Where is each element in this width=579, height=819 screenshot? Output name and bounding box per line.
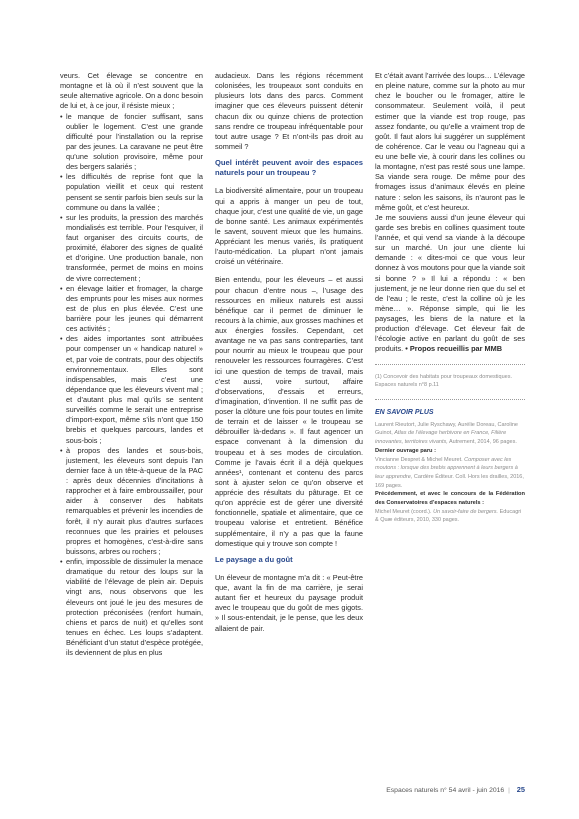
list-item: • enfin, impossible de dissimuler la menace dramatique du retour des loups sur la viabilité de l’élevage de plein air. Depuis vingt ans, nous observons que les éleveurs ont joué le jeu des mesures de protection préconisées (renfort humain, chiens et parcs de nuit) et qu’elles sont tenues en échec. Les loups s’adaptent. Bénéficiant d’un statut d’espèce protégée, ils deviennent de plus en plus [60,557,203,658]
reference-heading: Dernier ouvrage paru : [375,447,436,454]
paragraph: audacieux. Dans les régions récemment colonisées, les troupeaux sont conduits en plusieurs lots dans des parcs. Comment imaginer que ces éleveurs puissent détenir chacun dix ou quinze chiens de protection sans rendre ce troupeau infréquentable pour tout autre usage ? Et n’ont-ils pas droit au sommeil ? [215,71,363,151]
signature-bullet: • [405,344,408,354]
section-heading: Quel intérêt peuvent avoir des espaces naturels pour un troupeau ? [215,158,363,178]
reference-title: Un savoir-faire de bergers. [433,508,499,515]
divider [375,399,525,400]
paragraph-gap [215,267,363,275]
footnote: (1) Concevoir des habitats pour troupeaux domestiques. Espaces naturels n°8 p.11 [375,373,512,389]
reference-authors: Michel Meuret (coord.). [375,508,432,515]
reference-title: Atlas de l’élevage herbivore en France, Filière innovantes, territoires vivants, [375,430,507,446]
page-footer [375,785,525,794]
list-item: • les difficultés de reprise font que la population vieillit et ceux qui restent pensent se sentir parfois bien seuls sur la commune ou dans la vallée ; [60,172,203,213]
paragraph: La biodiversité alimentaire, pour un troupeau qui a appris à manger un peu de tout, chaque jour, c’est une qualité de vie, un gage de bonne santé. Les animaux expérimentés le savent, souvent mieux que les humains. Appréciant les menus variés, ils pratiquent l’auto-médication. La plupart n’ont jamais croisé un vétérinaire. [215,186,363,267]
box-title: EN SAVOIR PLUS [375,408,434,416]
publication-info: Espaces naturels n° 54 avril - juin 2016 [386,787,505,794]
reference-publisher: Cardère Éditeur. Coll. Hors les drailles, 2016, 169 pages. [375,473,524,489]
reference-heading: Précédemment, et avec le concours de la Fédération des Conservatoires d’espaces naturels : [375,491,525,507]
reference-authors: Vincianne Despret & Michel Meuret. [375,456,463,463]
list-item: • le manque de foncier suffisant, sans oublier le logement. C’est une grande difficulté pour l’installation ou la reprise par des jeunes. La caravane ne peut être qu’une solution provisoire, même pour des bergers salariés ; [60,112,203,173]
paragraph: Bien entendu, pour les éleveurs – et aussi pour chacun d’entre nous –, l’usage des ressources en milieux naturels est aussi bénéfique car il permet de diminuer le recours à la chimie, aux grosses machines et aux énergies fossiles. Cependant, cet avantage ne va pas sans contreparties, tant pour nourrir au mieux le troupeau que pour renouveler les ressources fourragères. C’est ici une question de temps de travail, mais c’est aussi, voire surtout, affaire d’observations, d’essais et erreurs, d’imagination, d’invention. Il ne suffit pas de poser la clôture une fois pour toutes en limite de terrain et de laisser « le troupeau se débrouiller là-dedans ». Il faut agencer un espace convenant à la dimension du troupeau et à ses modes de circulation. Comme je l’avais écrit il a déjà quelques années¹, contenant et contenu des parcs sont à ajuster selon ce qu’on observe et apprécie des résultats du pâturage. Et ce qu’on apprécie est de gérer une diversité fonctionnelle, spatiale et alimentaire, que ce troupeau valorise et entretient. Bénéfice supplémentaire, il n’y a pas que la faune domestique qui y trouve son compte ! [215,275,363,548]
reference-publisher: Educagri & Quæ éditeurs, 2010, 330 pages. [375,508,522,524]
reference-title: Composer avec les moutons : lorsque des brebis apprennent à leurs bergers à leur apprendre, [375,456,518,480]
reference-3 [375,508,525,525]
constraints-list [60,112,203,659]
paragraph: Un éleveur de montagne m’a dit : « Peut-être que, avant la fin de ma carrière, je serai autant fier et heureux du paysage produit avec le troupeau que du goût de mes gigots. » Il sous-entendait, je le pense, que les deux allaient de pair. [215,572,363,633]
column-3 [375,71,525,525]
list-item: • des aides importantes sont attribuées pour compenser un « handicap naturel » et, par voie de contrats, pour des objectifs environnementaux. Elles sont indispensables, mais c’est une dépendance que les éleveurs vivent mal ; et d’autant plus mal qu’ils se sentent surveillés comme le serait une entreprise d’import-export, même s’ils n’ont que 150 brebis et quelques parcours, landes et sous-bois ; [60,334,203,445]
signature: Propos recueillis par MMB [409,344,503,354]
column-2 [215,71,363,634]
column-1-intro: veurs. Cet élevage se concentre en montagne et là où il n’est souvent que la seule alternative agricole. On a donc besoin de lui et, à ce jour, il résiste mieux ; [60,71,203,111]
column-1 [60,71,203,658]
paragraph-text: Je me souviens aussi d’un jeune éleveur qui garde ses brebis en collines quasiment toute l’année, et qui vend sa viande à la découpe sur un marché. Un jour une cliente lui demande : « dites-moi ce que vous leur donnez à vos moutons pour que la viande soit si bonne ? » Il lui a répondu : « ben justement, je ne leur donne rien que du sel et de l’eau ; le reste, c’est la colline où je les mène… ». Réponse simple, qui lie les paysages, les biens de la nature et la production d’élevage. Cet éleveur fait de l’écologie active en parlant du goût de ses produits. [375,212,525,354]
reference-2 [375,456,525,491]
divider [375,364,525,365]
list-item: • en élevage laitier et fromager, la charge des emprunts pour les mises aux normes est de plus en plus élevée. C’est une barrière pour les jeunes qui démarrent ces activités ; [60,284,203,335]
reference-authors: Laurent Rieutort, Julie Ryschawy, Aurélie Doreau, Caroline Guinot, [375,421,518,437]
list-item: • à propos des landes et sous-bois, justement, les éleveurs sont depuis l’an dernier face à un tête-à-queue de la PAC : après deux décennies d’incitations à rapprocher et à faire embroussailler, pour aider à conserver des habitats remarquables et prévenir les incendies de forêt, il n’y aurait plus d’autres surfaces reconnues que les prairies et pelouses propres et homogènes, c’est-à-dire sans buissons, arbres ou rochers ; [60,446,203,557]
reference-1 [375,421,525,447]
paragraph: Et c’était avant l’arrivée des loups… L’élevage en pleine nature, comme sur la photo au mur chez le boucher ou le fromager, attire le consommateur. Seulement voilà, il peut estimer que la viande est trop rouge, pas assez fondante, ou qu’elle a vraiment trop de goût. Il faut alors lui suggérer un supplément de cohérence. Car le veau ou l’agneau qui a eu une belle vie, à courir dans les collines ou la montagne, n’est pas resté sous une lampe. Sa viande sera rouge. De même pour des fromages issus d’animaux élevés en pleine nature : selon les saisons, ils n’auront pas le même goût, et c’est heureux. [375,71,525,212]
paragraph [375,213,525,355]
section-heading: Le paysage a du goût [215,554,293,564]
list-item: • sur les produits, la pression des marchés mondialisés est terrible. Pour l’esquiver, il faut organiser des circuits courts, de proximité, élaborer des signes de qualité et d’origine. Une production banale, non transformée, permet de moins en moins de vivre correctement ; [60,213,203,284]
page-number: 25 [516,785,525,794]
reference-publisher: Autrement, 2014, 96 pages. [449,439,517,446]
footer-separator: | [508,787,510,794]
